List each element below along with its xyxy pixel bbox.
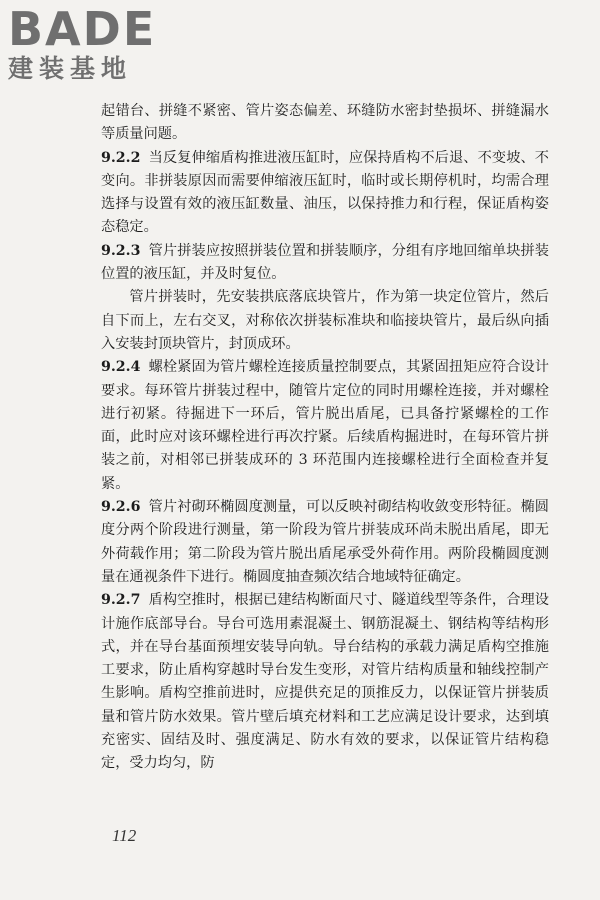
clause-9-2-2 xyxy=(101,147,549,240)
paragraph-continuation xyxy=(101,100,549,147)
paragraph-text: 管片衬砌环椭圆度测量，可以反映衬砌结构收敛变形特征。椭圆度分两个阶段进行测量，第一阶段为管片拼装成环尚未脱出盾尾，即无外荷载作用；第二阶段为管片脱出盾尾承受外荷作用。两阶段椭圆度测量在通视条件下进行。椭圆度抽查频次结合地域特征确定。 xyxy=(101,499,549,585)
clause-number: 9.2.6 xyxy=(101,499,141,516)
clause-number: 9.2.3 xyxy=(101,242,141,259)
paragraph-text: 螺栓紧固为管片螺栓连接质量控制要点，其紧固扭矩应符合设计要求。每环管片拼装过程中，随管片定位的同时用螺栓连接，并对螺栓进行初紧。待掘进下一环后，管片脱出盾尾，已具备拧紧螺栓的工作面，此时应对该环螺栓进行再次拧紧。后续盾构掘进时，在每环管片拼装之前，对相邻已拼装成环的 3 环范围内连接螺栓进行全面检查并复紧。 xyxy=(101,359,549,492)
clause-9-2-6 xyxy=(101,496,549,589)
clause-number: 9.2.2 xyxy=(101,149,141,166)
clause-9-2-3 xyxy=(101,240,549,287)
clause-number: 9.2.7 xyxy=(101,592,141,609)
clause-9-2-4 xyxy=(101,356,549,496)
paragraph-text: 当反复伸缩盾构推进液压缸时，应保持盾构不后退、不变坡、不变向。非拼装原因而需要伸缩液压缸时，临时或长期停机时，均需合理选择与设置有效的液压缸数量、油压，以保持推力和行程，保证盾构姿态稳定。 xyxy=(101,149,549,236)
paragraph-text: 管片拼装时，先安装拱底落底块管片，作为第一块定位管片，然后自下而上，左右交叉，对称依次拼装标准块和临接块管片，最后纵向插入安装封顶块管片，封顶成环。 xyxy=(101,289,549,352)
clause-number: 9.2.4 xyxy=(101,359,141,376)
logo-subtitle: 建装基地 xyxy=(8,54,133,83)
logo xyxy=(8,4,178,84)
paragraph-assembly xyxy=(101,286,549,356)
paragraph-text: 管片拼装应按照拼装位置和拼装顺序，分组有序地回缩单块拼装位置的液压缸，并及时复位。 xyxy=(101,242,549,283)
page-number: 112 xyxy=(112,826,137,845)
clause-9-2-7 xyxy=(101,589,549,775)
paragraph-text: 起错台、拼缝不紧密、管片姿态偏差、环缝防水密封垫损坏、拼缝漏水等质量问题。 xyxy=(101,103,549,143)
body-text xyxy=(101,100,549,776)
paragraph-text: 盾构空推时，根据已建结构断面尺寸、隧道线型等条件，合理设计施作底部导台。导台可选用素混凝土、钢筋混凝土、钢结构等结构形式，并在导台基面预埋安装导向轨。导台结构的承载力满足盾构空推施工要求，防止盾构穿越时导台发生变形，对管片结构质量和轴线控制产生影响。盾构空推前进时，应提供充足的顶推反力，以保证管片拼装质量和管片防水效果。管片壁后填充材料和工艺应满足设计要求，达到填充密实、固结及时、强度满足、防水有效的要求，以保证管片结构稳定，受力均匀，防 xyxy=(101,592,549,772)
logo-mark: BADE xyxy=(8,2,157,56)
